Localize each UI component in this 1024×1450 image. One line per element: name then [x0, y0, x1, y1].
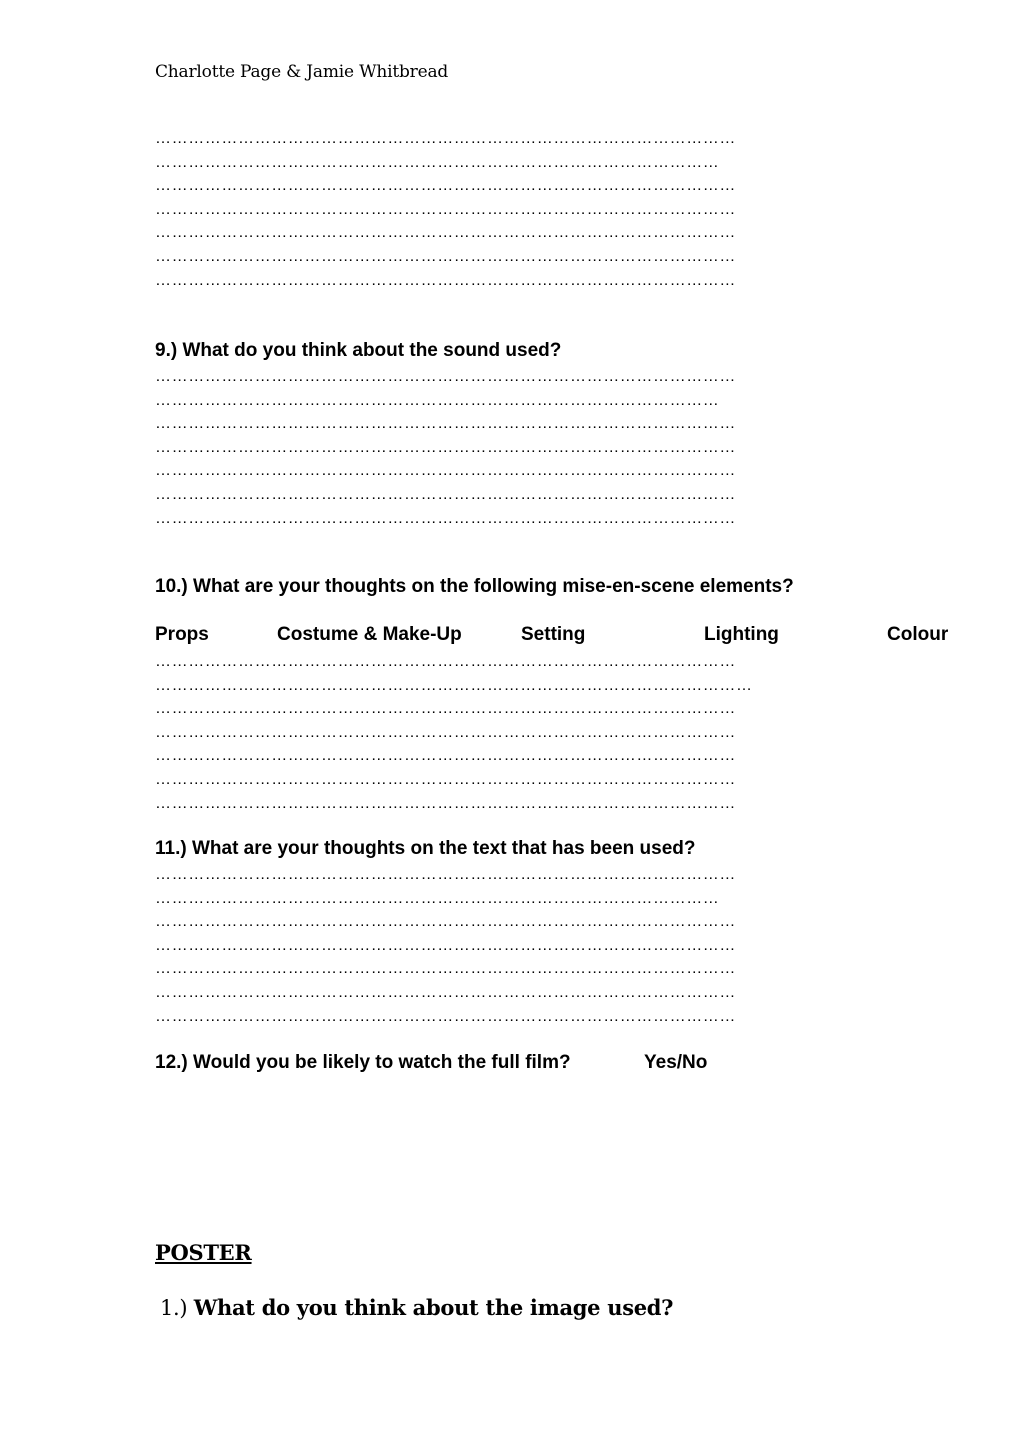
answer-line: ………………………………………………………………………………………… [155, 889, 720, 907]
question-10: 10.) What are your thoughts on the following mise-en-scene elements? [155, 576, 794, 597]
answer-line: …………………………………………………………………………………………… [155, 462, 736, 480]
answer-line: …………………………………………………………………………………………… [155, 747, 736, 765]
section-heading-poster: POSTER [155, 1240, 252, 1265]
answer-line: …………………………………………………………………………………………… [155, 794, 736, 812]
poster-question-number: 1.) [160, 1296, 188, 1320]
element-label-props: Props [155, 624, 209, 645]
answer-line: …………………………………………………………………………………………… [155, 247, 736, 265]
answer-line: …………………………………………………………………………………………… [155, 130, 736, 147]
answer-line: …………………………………………………………………………………………… [155, 653, 736, 670]
answer-line: …………………………………………………………………………………………… [155, 415, 736, 433]
answer-line: …………………………………………………………………………………………… [155, 700, 736, 718]
answer-line: …………………………………………………………………………………………… [155, 960, 736, 978]
question-9: 9.) What do you think about the sound used? [155, 340, 562, 361]
answer-line: …………………………………………………………………………………………… [155, 485, 736, 503]
question-12: 12.) Would you be likely to watch the full film? [155, 1052, 571, 1073]
answer-line: …………………………………………………………………………………………… [155, 866, 736, 883]
poster-question-text: What do you think about the image used? [193, 1295, 674, 1320]
answer-line: ………………………………………………………………………………………… [155, 153, 720, 171]
answer-line: …………………………………………………………………………………………… [155, 723, 736, 741]
answer-lines-q10[interactable] [155, 650, 875, 815]
answer-line: …………………………………………………………………………………………… [155, 200, 736, 218]
answer-line: …………………………………………………………………………………………… [155, 438, 736, 456]
answer-line: …………………………………………………………………………………………… [155, 368, 736, 385]
question-11: 11.) What are your thoughts on the text that has been used? [155, 838, 696, 859]
answer-line: …………………………………………………………………………………………… [155, 271, 736, 289]
answer-line: …………………………………………………………………………………………… [155, 177, 736, 195]
answer-line: ……………………………………………………………………………………………… [155, 676, 753, 694]
answer-line: …………………………………………………………………………………………… [155, 1007, 736, 1025]
answer-lines-q9[interactable] [155, 365, 875, 530]
answer-line: …………………………………………………………………………………………… [155, 936, 736, 954]
answer-line: …………………………………………………………………………………………… [155, 983, 736, 1001]
answer-line: …………………………………………………………………………………………… [155, 913, 736, 931]
document-header-authors: Charlotte Page & Jamie Whitbread [155, 62, 449, 82]
answer-line: …………………………………………………………………………………………… [155, 224, 736, 242]
yes-no-options[interactable]: Yes/No [644, 1052, 708, 1073]
element-label-colour: Colour [887, 624, 949, 645]
element-label-costume-makeup: Costume & Make-Up [277, 624, 462, 645]
poster-question-1 [160, 1295, 673, 1320]
answer-lines-q11[interactable] [155, 863, 875, 1028]
answer-lines-block-1[interactable] [155, 127, 875, 292]
element-label-setting: Setting [521, 624, 586, 645]
element-label-lighting: Lighting [704, 624, 779, 645]
answer-line: …………………………………………………………………………………………… [155, 770, 736, 788]
answer-line: ………………………………………………………………………………………… [155, 391, 720, 409]
answer-line: …………………………………………………………………………………………… [155, 509, 736, 527]
